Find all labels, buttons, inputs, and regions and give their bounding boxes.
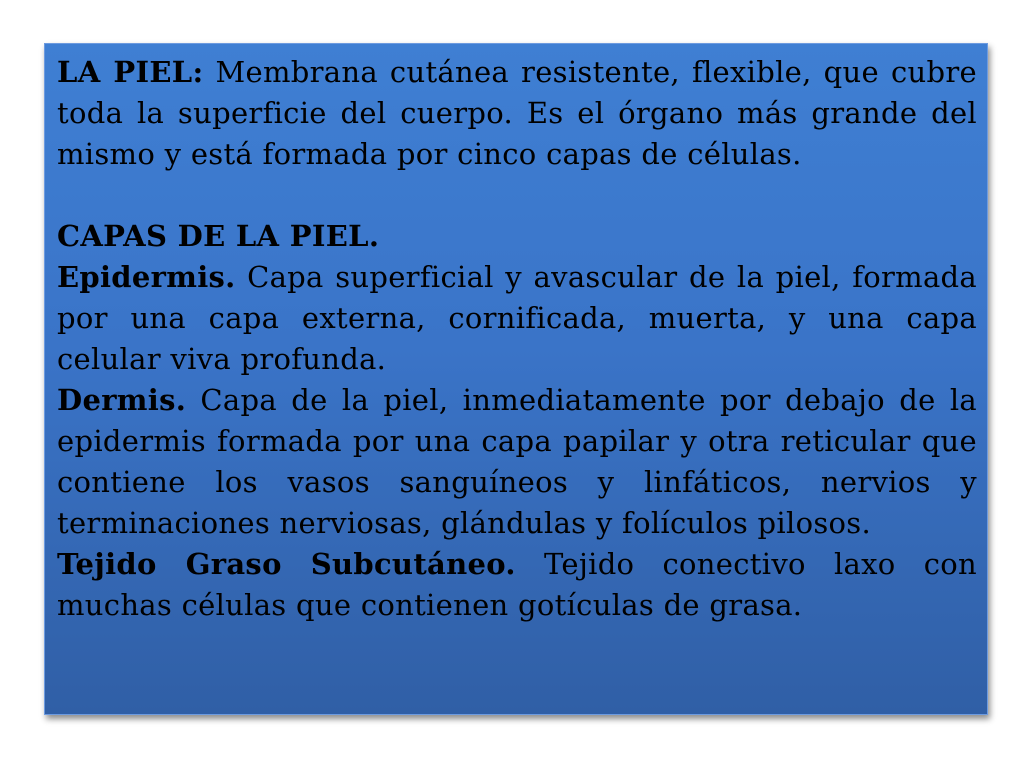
section-title-text: CAPAS DE LA PIEL. <box>57 219 380 253</box>
intro-term: LA PIEL: <box>57 55 204 89</box>
section-title <box>57 216 977 257</box>
layer-dermis <box>57 380 977 544</box>
layer-subcutaneous <box>57 544 977 626</box>
layer-term: Epidermis. <box>57 260 236 294</box>
layer-epidermis <box>57 257 977 380</box>
layer-text: Tejido conectivo laxo con muchas células que contienen gotículas de grasa. <box>57 547 977 622</box>
content-textbox <box>44 43 988 715</box>
layer-term: Dermis. <box>57 383 187 417</box>
layer-text: Capa superficial y avascular de la piel, formada por una capa externa, cornificada, muerta, y una capa celular viva profunda. <box>57 260 977 376</box>
intro-paragraph <box>57 52 977 175</box>
intro-text: Membrana cutánea resistente, flexible, que cubre toda la superficie del cuerpo. Es el órgano más grande del mismo y está formada por cinco capas de células. <box>57 55 978 171</box>
layer-term: Tejido Graso Subcutáneo. <box>57 547 516 581</box>
paragraph-spacer <box>57 175 977 216</box>
layer-text: Capa de la piel, inmediatamente por debajo de la epidermis formada por una capa papilar y otra reticular que contiene los vasos sanguíneos y linfáticos, nervios y terminaciones nerviosas, glándulas y folículos pilosos. <box>57 383 977 540</box>
